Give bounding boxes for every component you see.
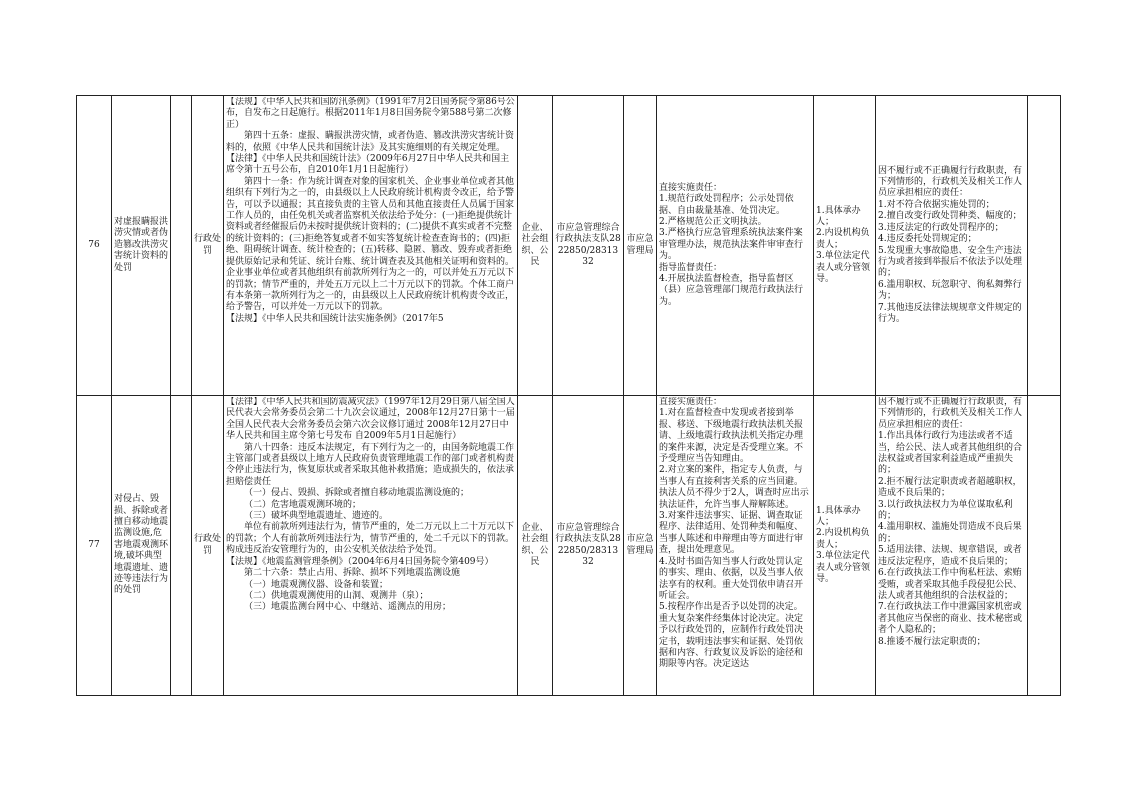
responsibility-line: 1.对在监督检查中发现或者接到举报、移送、下级地震行政执法机关报请、上级地震行政执法机关指定办理的案件来源，决定是否受理立案。不予受理应当告知理由。 [659, 408, 804, 465]
accountability-line: 7.在行政执法工作中泄露国家机密或者其他应当保密的商业、技术秘密或者个人隐私的； [878, 602, 1023, 636]
basis-paragraph: 【法规】《中华人民共和国防汛条例》（1991年7月2日国务院令第86号公布，自发布之日起施行。根据2011年1月8日国务院令第588号第二次修正） [226, 97, 515, 130]
basis-paragraph: （二）危害地震观测环境的； [244, 499, 362, 510]
table-row [77, 96, 1061, 396]
accountability-line: 2.擅自改变行政处罚种类、幅度的； [878, 211, 1022, 222]
accountability-line: 1.作出具体行政行为违法或者不适当，给公民、法人或者其他组织的合法权益或者国家利益造成严重损失的； [878, 431, 1023, 476]
responsibility-line: 3.对案件违法事实、证据、调查取证程序、法律适用、处罚种类和幅度、当事人陈述和申辩理由等方面进行审查，提出处理意见。 [659, 511, 804, 556]
basis-paragraph: （三）破坏典型地震遗址、遗迹的。 [244, 511, 389, 522]
implementer-line: 2.内设机构负责人； [816, 528, 870, 550]
remarks-cell [1028, 96, 1061, 396]
responsibility-line: 指导监督责任： [659, 262, 723, 273]
accountability-line: 4.滥用职权、滥施处罚造成不良后果的； [878, 522, 1022, 544]
implementing-subject: 企业、社会组织、公民 [518, 96, 553, 396]
responsibility-items [657, 396, 814, 696]
basis-paragraph: （一）侵占、毁损、拆除或者擅自移动地震监测设施的； [244, 488, 470, 499]
responsibility-line: 1.规范行政处罚程序；公示处罚依据、自由裁量基准、处罚决定。 [659, 194, 794, 216]
remarks-cell [1028, 396, 1061, 696]
implementer-line: 1.具体承办人； [816, 205, 861, 227]
accountability-line: 3.违反法定的行政处罚程序的； [878, 222, 1004, 233]
basis-paragraph: 单位有前款所列违法行为，情节严重的，处二万元以上二十万元以下的罚款；个人有前款所列违法行为，情节严重的，处二千元以下的罚款。构成违反治安管理行为的，由公安机关依法给予处罚。 [226, 522, 515, 556]
accountability-line: 6.在行政执法工作中徇私枉法、索贿受贿，或者采取其他手段侵犯公民、法人或者其他组织的合法权益的； [878, 568, 1023, 601]
item-category: 行政处罚 [192, 96, 224, 396]
basis-paragraph: 第八十四条：违反本法规定，有下列行为之一的，由国务院地震工作主管部门或者县级以上地方人民政府负责管理地震工作的部门或者机构责令停止违法行为，恢复原状或者采取其他补救措施；造成损失的，依法承担赔偿责任 [226, 442, 515, 487]
responsibility-line: 3.严格执行应急管理系统执法案件案审管理办法，规范执法案件审审查行为。 [659, 228, 804, 262]
basis-paragraph: 第二十六条：禁止占用、拆除、损坏下列地震监测设施 [244, 568, 461, 579]
accountability-line: 因不履行或不正确履行行政职责，有下列情形的，行政机关及相关工作人员应承担相应的责任： [878, 165, 1023, 199]
item-category: 行政处罚 [192, 396, 224, 696]
implementer-line: 3.单位法定代表人或分管领导。 [816, 551, 871, 585]
accountability-line: 5.适用法律、法规、规章错误，或者违反法定程序，造成不良后果的； [878, 545, 1022, 567]
implementer-line: 1.具体承办人； [816, 505, 861, 527]
implementing-subject: 企业、社会组织、公民 [518, 396, 553, 696]
accountability-line: 1.对不符合依据实施处罚的； [878, 199, 995, 210]
responsibility-line: 直接实施责任： [659, 397, 723, 407]
implementer-line: 2.内设机构负责人； [816, 228, 870, 250]
basis-paragraph: 第四十一条：作为统计调查对象的国家机关、企业事业单位或者其他组织有下列行为之一的，由县级以上人民政府统计机构责令改正，给予警告，可以予以通报；其直接负责的主管人员和其他直接责任人员属于国家工作人员的，由任免机关或者监察机关依法给予处分：(一)拒绝提供统计资料或者经催报后仍未按时提供统计资料的；(二)提供不真实或者不完整的统计资料的；(三)拒绝答复或者不如实答复统计检查查询书的；(四)拒绝、阻碍统计调查、统计检查的；(五)转移、隐匿、篡改、毁弃或者拒绝提供原始记录和凭证、统计台账、统计调查表及其他相关证明和资料的。企业事业单位或者其他组织有前款所列行为之一的，可以并处五万元以下的罚款；情节严重的，并处五万元以上二十万元以下的罚款。个体工商户有本条第一款所列行为之一的，由县级以上人民政府统计机构责令改正，给予警告，可以并处一万元以下的罚款。 [226, 176, 515, 313]
accountability-line: 2.拒不履行法定职责或者超越职权，造成不良后果的； [878, 476, 1022, 499]
accountability-items [876, 96, 1028, 396]
basis-paragraph: 【法规】《地震监测管理条例》（2004年6月4日国务院令第409号） [226, 556, 494, 567]
basis-paragraph: （二）供地震观测使用的山洞、观测井（泉）； [244, 590, 429, 601]
accountability-line: 8.推诿不履行法定职责的； [878, 636, 986, 647]
responsible-persons [814, 96, 876, 396]
item-name: 对虚报瞒报洪涝灾情或者伪造篡改洪涝灾害统计资料的处罚 [112, 96, 171, 396]
legal-basis [224, 396, 518, 696]
basis-paragraph: （三）地震监测台网中心、中继站、遥测点的用房； [244, 602, 452, 613]
responsibility-line: 5.按程序作出是否予以处罚的决定。重大复杂案件经集体讨论决定。决定予以行政处罚的，应制作行政处罚决定书，载明违法事实和证据、处罚依据和内容、行政复议及诉讼的途径和期限等内容。决定送达 [659, 602, 804, 670]
basis-paragraph: （一）地震观测仪器、设备和装置； [244, 579, 389, 590]
basis-paragraph: 【法律】《中华人民共和国防震减灾法》（1997年12月29日第八届全国人民代表大会常务委员会第二十九次会议通过，2008年12月27日第十一届全国人民代表大会常务委员会第六次会议修订通过 2008年12月27日中华人民共和国主席令第七号发布 自2009年5月1日起施行） [226, 397, 515, 442]
responsible-organization: 市应急管理综合行政执法支队2822850/2831332 [553, 96, 624, 396]
row-number: 76 [77, 96, 112, 396]
item-name: 对侵占、毁损、拆除或者擅自移动地震监测设施,危害地震观测环境,破坏典型地震遗址、遗迹等违法行为的处罚 [112, 396, 171, 696]
responsible-department: 市应急管理局 [624, 396, 657, 696]
basis-paragraph: 第四十五条：虚报、瞒报洪涝灾情，或者伪造、篡改洪涝灾害统计资料的，依照《中华人民共和国统计法》及其实施细则的有关规定处理。 [226, 131, 515, 153]
accountability-items [876, 396, 1028, 696]
basis-paragraph: 【法律】《中华人民共和国统计法》（2009年6月27日中华人民共和国主席令第十五号公布，自2010年1月1日起施行） [226, 154, 510, 176]
row-number: 77 [77, 396, 112, 696]
responsible-persons [814, 396, 876, 696]
accountability-line: 4.违反委托处罚规定的； [878, 234, 977, 245]
table-row [77, 396, 1061, 696]
responsibility-line: 2.严格规范公正文明执法。 [659, 216, 767, 227]
accountability-line: 7.其他违反法律法规规章文件规定的行为。 [878, 302, 1022, 324]
legal-basis [224, 96, 518, 396]
basis-paragraph: 【法规】《中华人民共和国统计法实施条例》（2017年5 [226, 313, 444, 324]
responsible-organization: 市应急管理综合行政执法支队2822850/2831332 [553, 396, 624, 696]
accountability-line: 6.滥用职权、玩忽职守、徇私舞弊行为； [878, 279, 1022, 302]
accountability-line: 因不履行或不正确履行行政职责，有下列情形的，行政机关及相关工作人员应承担相应的责任： [878, 397, 1023, 430]
implementer-line: 3.单位法定代表人或分管领导。 [816, 251, 871, 285]
responsibility-line: 直接实施责任： [659, 182, 723, 193]
empty-cell [171, 96, 192, 396]
empty-cell [171, 396, 192, 696]
administrative-penalty-table [76, 95, 1061, 696]
responsibility-items [657, 96, 814, 396]
responsibility-line: 2.对立案的案件，指定专人负责，与当事人有直接利害关系的应当回避。执法人员不得少于2人，调查时应出示执法证件，允许当事人辩解陈述。 [659, 465, 809, 510]
accountability-line: 3.以行政执法权力为单位谋取私利的； [878, 499, 1013, 522]
responsibility-line: 4.开展执法监督检查，指导监督区（县）应急管理部门规范行政执法行为。 [659, 274, 804, 307]
responsibility-line: 4.及时书面告知当事人行政处罚认定的事实、理由、依据，以及当事人依法享有的权利。重大处罚依申请召开听证会。 [659, 556, 804, 601]
accountability-line: 5.发现重大事故隐患、安全生产违法行为或者接到举报后不依法予以处理的； [878, 245, 1023, 279]
responsible-department: 市应急管理局 [624, 96, 657, 396]
